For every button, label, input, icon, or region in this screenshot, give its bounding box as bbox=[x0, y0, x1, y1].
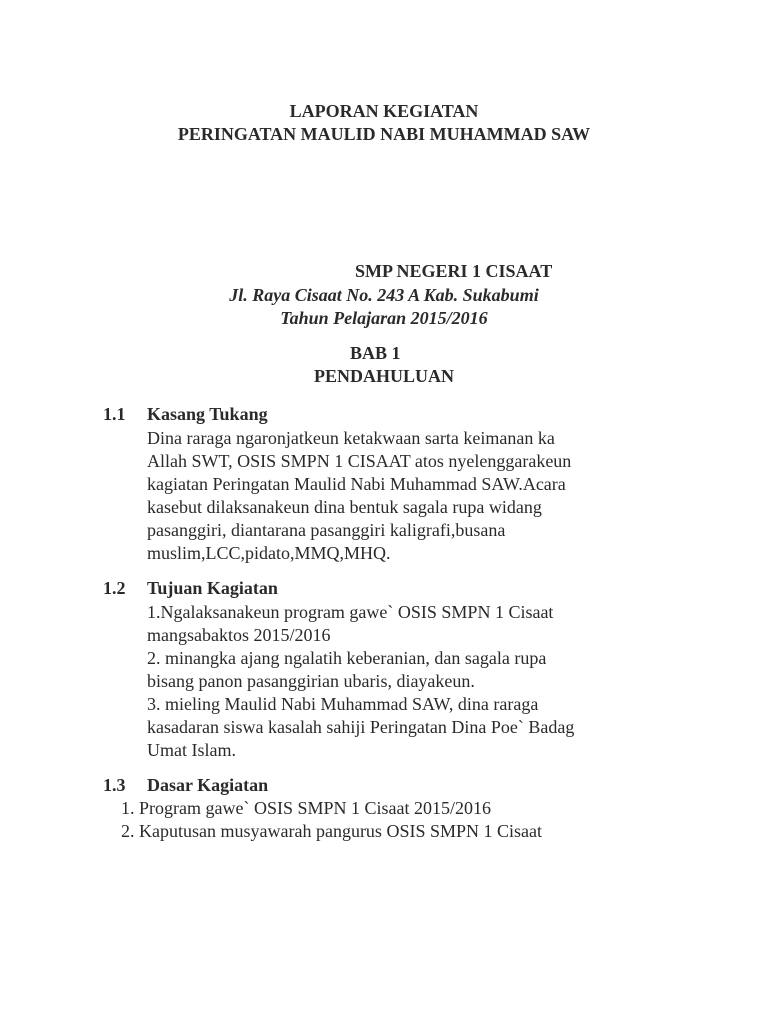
paragraph-line: Allah SWT, OSIS SMPN 1 CISAAT atos nyelenggarakeun bbox=[147, 451, 572, 471]
section-heading: Tujuan Kagiatan bbox=[147, 578, 278, 598]
report-title-line-2: PERINGATAN MAULID NABI MUHAMMAD SAW bbox=[177, 124, 591, 144]
paragraph-line: 2. minangka ajang ngalatih keberanian, dan sagala rupa bbox=[147, 648, 547, 668]
paragraph-line: 1.Ngalaksanakeun program gawe` OSIS SMPN 1 Cisaat bbox=[147, 602, 554, 622]
report-title-line-1: LAPORAN KEGIATAN bbox=[289, 101, 479, 121]
paragraph-line: mangsabaktos 2015/2016 bbox=[147, 625, 331, 645]
section-number: 1.3 bbox=[103, 775, 126, 795]
paragraph-line: kagiatan Peringatan Maulid Nabi Muhammad SAW.Acara bbox=[147, 474, 566, 494]
section-heading: Kasang Tukang bbox=[147, 404, 268, 424]
list-item: 2. Kaputusan musyawarah pangurus OSIS SMPN 1 Cisaat bbox=[121, 821, 542, 841]
section-heading: Dasar Kagiatan bbox=[147, 775, 269, 795]
paragraph-line: Dina raraga ngaronjatkeun ketakwaan sarta keimanan ka bbox=[147, 428, 555, 448]
paragraph-line: 3. mieling Maulid Nabi Muhammad SAW, dina raraga bbox=[147, 694, 539, 714]
paragraph-line: muslim,LCC,pidato,MMQ,MHQ. bbox=[147, 543, 391, 563]
chapter-title: PENDAHULUAN bbox=[313, 366, 454, 386]
paragraph-line: kasadaran siswa kasalah sahiji Peringatan Dina Poe` Badag bbox=[147, 717, 575, 737]
paragraph-line: kasebut dilaksanakeun dina bentuk sagala rupa widang bbox=[147, 497, 542, 517]
list-item: 1. Program gawe` OSIS SMPN 1 Cisaat 2015/2016 bbox=[121, 798, 491, 818]
paragraph-line: Umat Islam. bbox=[147, 740, 236, 760]
chapter-number: BAB 1 bbox=[350, 343, 401, 363]
academic-year: Tahun Pelajaran 2015/2016 bbox=[280, 308, 488, 328]
school-address: Jl. Raya Cisaat No. 243 A Kab. Sukabumi bbox=[229, 285, 539, 305]
paragraph-line: pasanggiri, diantarana pasanggiri kaligrafi,busana bbox=[147, 520, 506, 540]
section-number: 1.2 bbox=[103, 578, 126, 598]
section-number: 1.1 bbox=[103, 404, 126, 424]
school-name: SMP NEGERI 1 CISAAT bbox=[355, 261, 553, 281]
paragraph-line: bisang panon pasanggirian ubaris, diayakeun. bbox=[147, 671, 475, 691]
